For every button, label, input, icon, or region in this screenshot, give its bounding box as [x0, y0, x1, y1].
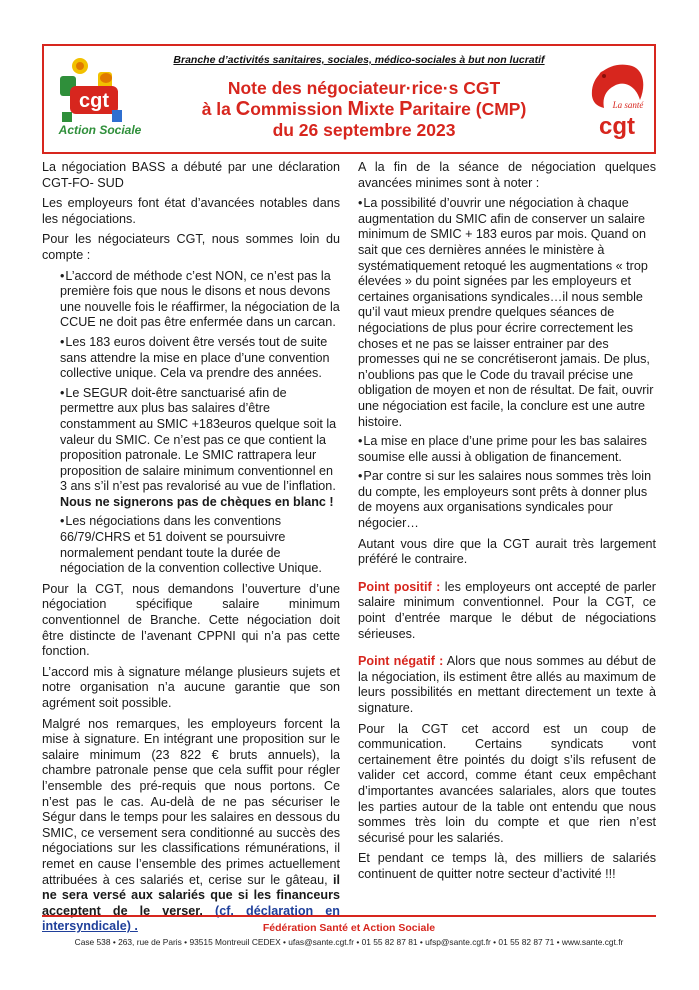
svg-text:cgt: cgt [599, 113, 635, 140]
right-column [358, 160, 656, 888]
positive-point-label: Point positif : [358, 579, 441, 594]
left-bullet-1: • L’accord de méthode c’est NON, ce n’est pas la première fois que nous le disons et nous devons une nouvelle fois le réaffirmer, la négociation de la CCUE ne doit pas être enfermée dans un carcan. [60, 269, 340, 331]
svg-text:La santé: La santé [612, 100, 644, 110]
left-paragraph-3: Pour les négociateurs CGT, nous sommes loin du compte : [42, 232, 340, 262]
title-line-1: Note des négociateur·rice·s CGT [227, 78, 501, 98]
right-bullet-3: • Par contre si sur les salaires nous sommes très loin du compte, les employeurs sont prêts à donner plus de moyens aux organisations syndicales pour négocier… [358, 469, 656, 531]
left-bullet-2: • Les 183 euros doivent être versés tout de suite sans attendre la mise en place d’une convention collective unique. Cela va prendre des années. [60, 335, 340, 382]
svg-text:cgt: cgt [79, 90, 109, 112]
footer-address: Case 538 • 263, rue de Paris • 93515 Montreuil CEDEX • ufas@sante.cgt.fr • 01 55 82 87 81 • ufsp@sante.cgt.fr • 01 55 82 87 71 • www.sante.cgt.fr [74, 937, 624, 947]
document-title [164, 78, 564, 141]
title-line-2: à la Commission Mixte Paritaire (CMP) [201, 98, 527, 120]
right-bullet-1: • La possibilité d’ouvrir une négociation à chaque augmentation du SMIC afin de conserver un salaire minimum de SMIC + 183 euros par mois. Quand on sait que ces dernières années le ministère à systématiquement retoqué les augmentations « trop élevées » du point signées par les employeurs et certaines organisations syndicales…il nous semble qu’il vaut mieux prendre quelques séances de négociations de plus pour écrire correctement les choses et ne pas se laisser entrainer par des promesses qui ne se concrétiseront jamais. De plus, n’oublions pas que le Code du travail précise une obligation de moyen et non de résultat. De fait, ouvrir une négociation est facile, la conclure est une autre histoire. [358, 196, 656, 430]
right-bullet-2: • La mise en place d’une prime pour les bas salaires soumise elle aussi à obligation de financement. [358, 434, 656, 465]
left-paragraph-4: Pour la CGT, nous demandons l’ouverture d’une négociation spécifique salaire minimum conventionnel de Branche. Cette négociation doit être distincte de l’avenant CPPNI qui n’a pas cette fonction. [42, 581, 340, 659]
right-paragraph-3: Pour la CGT cet accord est un coup de communication. Certains syndicats vont certainement être pointés du doigt s’ils refusent de valider cet accord, comme étant ceux empêchant d’importantes avancées salariales, alors que toutes les parties autour de la table ont entendu que nous sommes très loin du compte et que rien n’est sécurisé pour les salariés. [358, 721, 656, 845]
right-paragraph-2: Autant vous dire que la CGT aurait très largement préféré le contraire. [358, 536, 656, 567]
negative-point: Point négatif : Alors que nous sommes au début de la négociation, ils estiment être allés au maximum de leurs possibilités en mettant directement un texte à signature. [358, 654, 656, 715]
branch-subtitle: Branche d’activités sanitaires, sociales, médico-sociales à but non lucratif [173, 54, 545, 66]
left-paragraph-6: Malgré nos remarques, les employeurs forcent la mise à signature. En intégrant une proposition sur le salaire minimum (23 822 € bruts annuels), la chambre patronale pense que cela suffit pour régler l’ensemble des pré-requis que nous portons. Ce n’est pas le cas. Au-delà de ne pas sécuriser le Ségur dans le temps pour les salaires en dessous du SMIC, ce versement sera conditionné au succès des négociations sur les classifications rémunérations, il remet en cause l’ensemble des primes actuellement attribuées à ces salariés et, cerise sur le gâteau, il ne sera versé aux salariés que si les financeurs acceptent de le verser. (cf. déclaration en intersyndicale) . [42, 716, 341, 934]
left-paragraph-5: L’accord mis à signature mélange plusieurs sujets et notre organisation n’a aucune garantie que son agrément soit possible. [42, 664, 340, 710]
left-bullet-list [42, 269, 340, 577]
footer [42, 915, 656, 947]
left-paragraph-2: Les employeurs font état d’avancées notables dans les négociations. [42, 196, 340, 226]
right-bullet-list [358, 196, 656, 531]
footer-federation: Fédération Santé et Action Sociale [262, 922, 436, 934]
svg-text:Action Sociale: Action Sociale [58, 123, 142, 137]
cgt-action-sociale-logo [50, 54, 150, 140]
intersyndicale-declaration-link[interactable]: (cf. déclaration en intersyndicale) . [42, 903, 341, 934]
cgt-sante-logo-icon [584, 56, 650, 144]
left-column [42, 160, 340, 940]
negative-point-label: Point négatif : [358, 654, 444, 669]
cgt-action-sociale-logo-icon [50, 54, 150, 140]
right-paragraph-1: A la fin de la séance de négociation quelques avancées minimes sont à noter : [358, 160, 656, 190]
left-bullet-4: • Les négociations dans les conventions 66/79/CHRS et 51 doivent se poursuivre normalement pendant toute la durée de négociation de la convention collective Unique. [60, 514, 340, 576]
right-paragraph-4: Et pendant ce temps là, des milliers de salariés continuent de quitter notre secteur d’activité !!! [358, 851, 656, 881]
left-bullet-3: • Le SEGUR doit-être sanctuarisé afin de permettre aux plus bas salaires d’être constamment au SMIC +183euros quelque soit la valeur du SMIC. Ce n’est pas ce que contient la proposition patronale. Le SMIC rattrapera leur proposition de salaire minimum conventionnel en 3 ans s’il n’est pas revalorisé au vue de l’inflation. Nous ne signerons pas de chèques en blanc ! [60, 386, 340, 511]
title-line-3: du 26 septembre 2023 [272, 120, 456, 140]
header-banner [42, 44, 656, 154]
cgt-sante-logo [584, 56, 650, 144]
positive-point: Point positif : les employeurs ont accepté de parler salaire minimum conventionnel. Pour la CGT, ce point d’entrée marque le début de négociations sérieuses. [358, 579, 656, 641]
left-paragraph-1: La négociation BASS a débuté par une déclaration CGT-FO- SUD [42, 160, 340, 190]
